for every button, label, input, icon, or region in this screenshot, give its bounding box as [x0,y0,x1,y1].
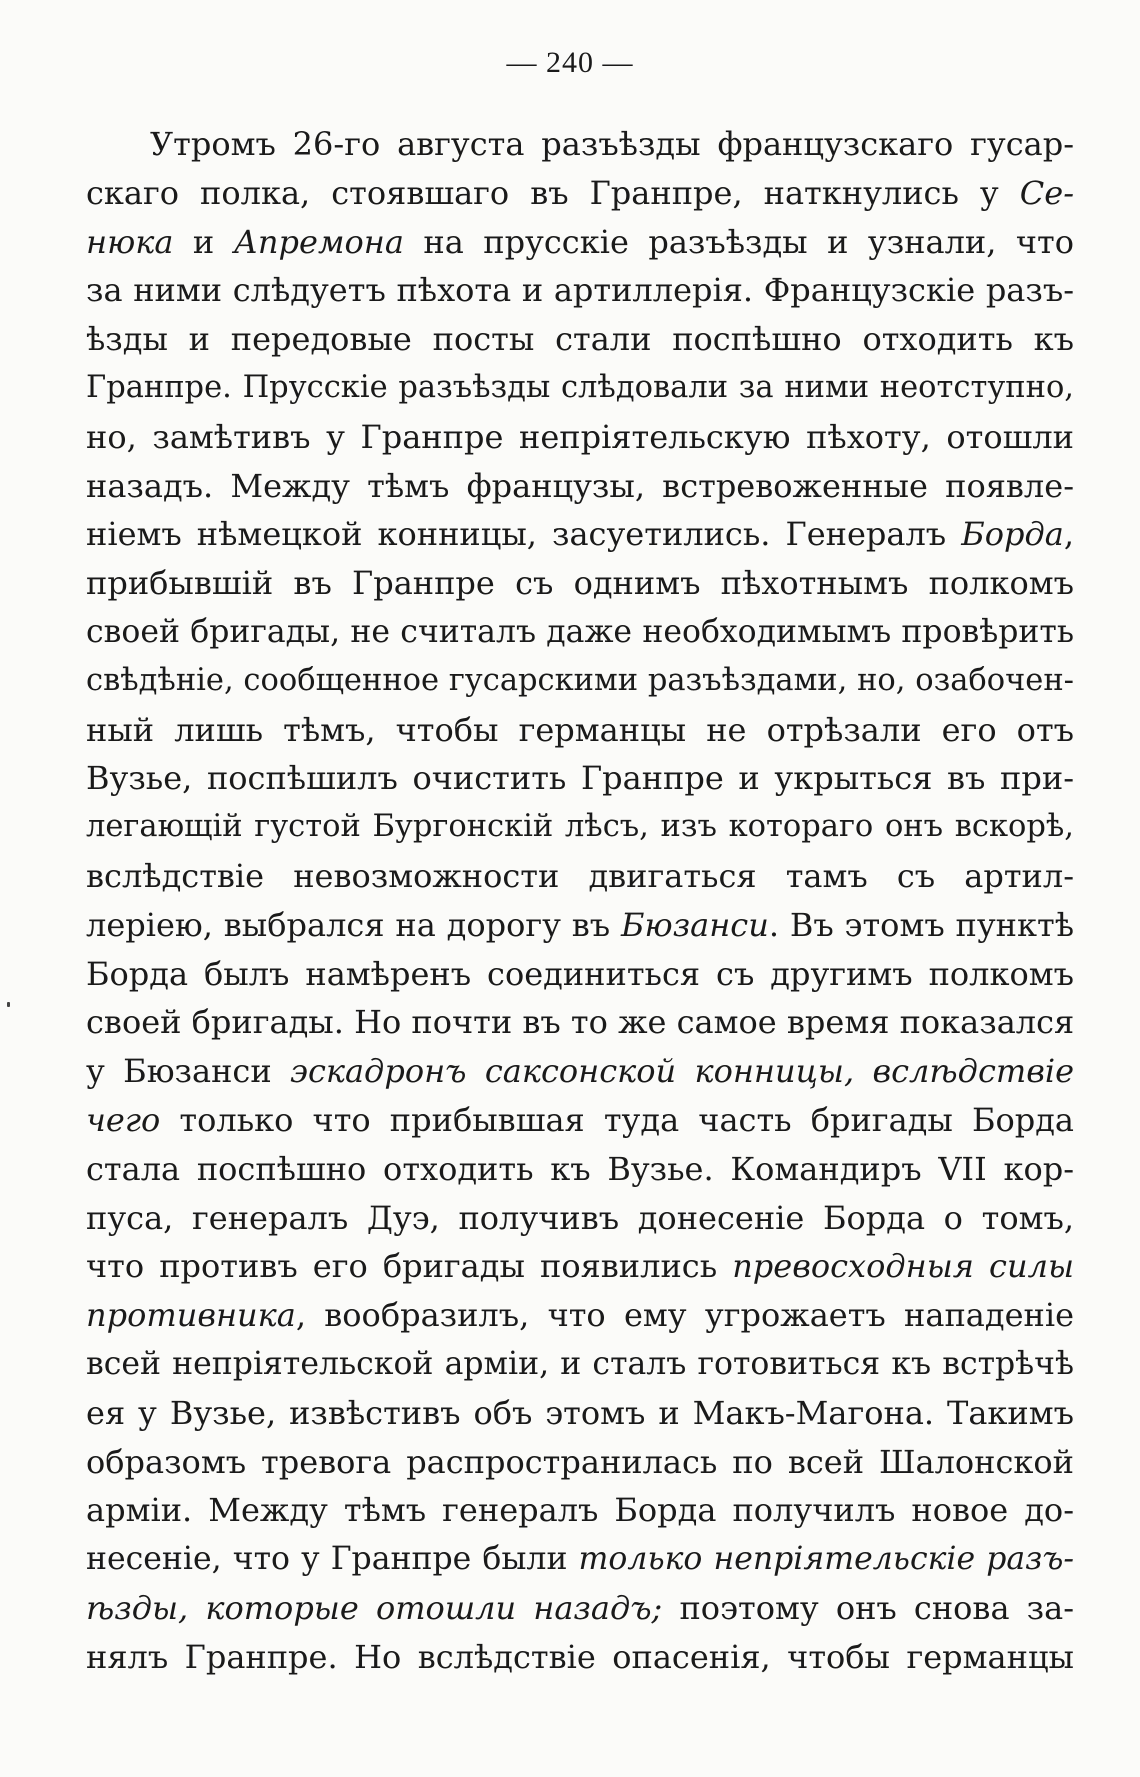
text-segment: что противъ его бригады появились [86,1247,733,1286]
text-line [86,1633,1074,1682]
text-segment: всей непріятельской арміи, и сталъ готовиться къ встрѣчѣ [86,1345,1074,1382]
text-segment: своей бригады, не считалъ даже необходимымъ провѣрить [86,613,1074,650]
text-segment: . Въ этомъ пунктѣ [768,905,1074,944]
text-segment: нялъ Гранпре. Но вслѣдствіе опасенія, чтобы германцы [86,1637,1074,1676]
text-segment: своей бригады. Но почти въ то же самое время показался [86,1003,1074,1042]
text-line [86,413,1074,462]
text-line [86,950,1074,999]
text-segment: Вузье, поспѣшилъ очистить Гранпре и укрыться въ при- [86,759,1074,798]
text-line [86,1438,1074,1487]
text-segment: пуса, генералъ Дуэ, получивъ донесеніе Борда о томъ, [86,1198,1074,1237]
text-line [86,315,1074,364]
text-segment: свѣдѣніе, сообщенное гусарскими разъѣздами, но, озабочен- [86,662,1074,698]
italic-segment: ѣзды, которые отошли назадъ; [86,1588,663,1627]
text-segment: ѣзды и передовые посты стали поспѣшно отходить къ [86,320,1074,359]
print-speck [7,1002,10,1007]
text-segment: Утромъ 26-го августа разъѣзды французскаго гусар- [150,125,1074,163]
text-line [86,1486,1074,1535]
text-segment: и [173,222,234,261]
text-segment: Борда былъ намѣренъ соединиться съ другимъ полкомъ [86,954,1074,993]
italic-segment: Бюзанси [621,905,769,944]
text-line [86,852,1074,901]
italic-segment: противника [86,1296,296,1335]
text-line [86,1242,1074,1291]
text-line [86,998,1074,1047]
text-segment: , вообразилъ, что ему угрожаетъ нападеніе [295,1296,1074,1335]
italic-segment: Борда [961,515,1064,554]
text-line [86,1145,1074,1194]
text-line [86,706,1074,755]
text-segment: ніемъ нѣмецкой конницы, засуетились. Генералъ [86,515,962,554]
text-line [86,1047,1074,1096]
text-line [86,1096,1074,1145]
text-line [86,1535,1074,1584]
text-segment: арміи. Между тѣмъ генералъ Борда получилъ новое до- [86,1491,1074,1530]
text-segment: образомъ тревога распространилась по всей Шалонской [86,1442,1074,1481]
text-segment: вслѣдствіе невозможности двигаться тамъ съ артил- [86,856,1074,895]
italic-segment: Се- [1019,173,1074,212]
text-segment: стала поспѣшно отходить къ Вузье. Командиръ VII кор- [86,1149,1074,1188]
text-segment: на прусскіе разъѣзды и узнали, что [403,222,1074,261]
text-segment: за ними слѣдуетъ пѣхота и артиллерія. Французскіе разъ- [86,271,1074,310]
text-segment: прибывшій въ Гранпре съ однимъ пѣхотнымъ полкомъ [86,564,1074,603]
text-line [86,803,1074,852]
text-line [86,754,1074,803]
italic-segment: нюка [86,222,174,261]
text-line [86,462,1074,511]
text-segment: скаго полка, стоявшаго въ Гранпре, наткнулись у [86,173,1020,212]
text-line [86,364,1074,413]
text-segment: легающій густой Бургонскій лѣсъ, изъ котораго онъ вскорѣ, [86,809,1074,845]
text-line [86,120,1074,169]
text-line [86,559,1074,608]
text-line [86,1340,1074,1389]
text-segment: поэтому онъ снова за- [662,1588,1074,1627]
text-segment: только что прибывшая туда часть бригады Борда [160,1100,1074,1139]
text-line [86,510,1074,559]
text-segment: ея у Вузье, извѣстивъ объ этомъ и Макъ-Магона. Такимъ [86,1393,1074,1432]
italic-segment: эскадронъ саксонской конницы, вслѣдствіе [290,1052,1074,1091]
body-text [86,120,1074,1682]
text-line [86,169,1074,218]
text-line [86,218,1074,267]
text-line [86,1194,1074,1243]
italic-segment: чего [86,1100,161,1139]
italic-segment: Апремона [233,222,404,261]
text-segment: , [1063,515,1074,554]
text-line [86,1389,1074,1438]
text-line [86,901,1074,950]
text-line [86,657,1074,706]
italic-segment: только непріятельскіе разъ- [578,1541,1074,1578]
italic-segment: превосходныя силы [732,1247,1074,1286]
text-segment: у Бюзанси [86,1052,291,1091]
text-segment: назадъ. Между тѣмъ французы, встревоженные появле- [86,466,1074,505]
page-number: — 240 — [506,46,634,79]
text-segment: леріею, выбрался на дорогу въ [86,905,621,944]
text-line [86,1584,1074,1633]
text-line [86,608,1074,657]
text-segment: ный лишь тѣмъ, чтобы германцы не отрѣзали его отъ [86,710,1074,749]
text-segment: но, замѣтивъ у Гранпре непріятельскую пѣхоту, отошли [86,417,1074,456]
text-segment: несеніе, что у Гранпре были [86,1541,579,1578]
text-segment: Гранпре. Прусскіе разъѣзды слѣдовали за ними неотступно, [86,369,1074,405]
text-line [86,1291,1074,1340]
text-line [86,266,1074,315]
